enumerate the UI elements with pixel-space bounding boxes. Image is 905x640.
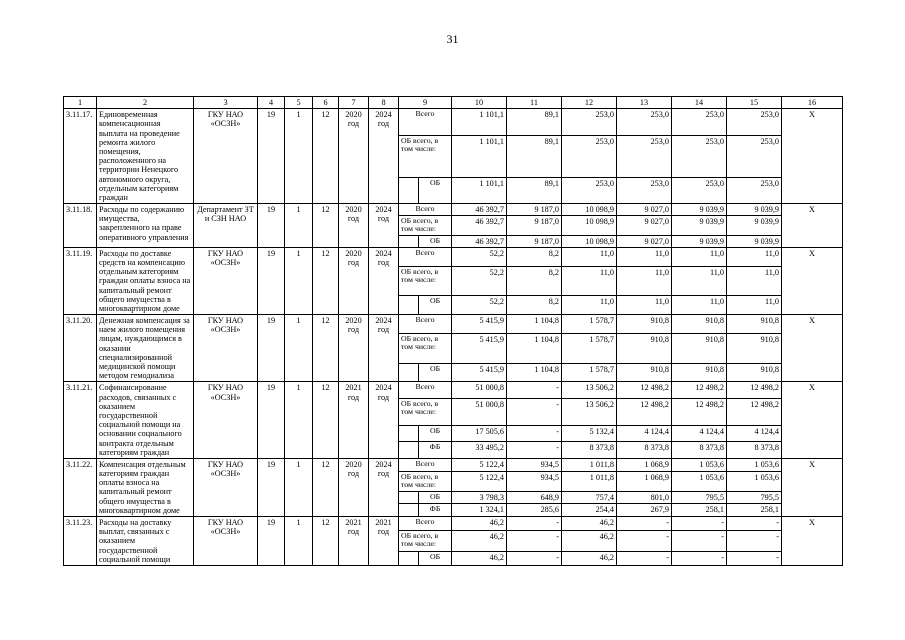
- amount-cell: 1 011,8: [562, 458, 617, 471]
- cell-col4: 19: [258, 204, 285, 248]
- amount-cell: 52,2: [452, 296, 507, 315]
- amount-cell: 9 187,0: [507, 204, 562, 216]
- blank-cell: [399, 235, 419, 247]
- amount-cell: 253,0: [562, 109, 617, 135]
- item-name: Расходы по содержанию имущества, закрепленного на праве оперативного управления: [97, 204, 194, 248]
- amount-cell: -: [617, 517, 672, 531]
- amount-cell: 253,0: [672, 109, 727, 135]
- col16-mark: X: [782, 315, 843, 382]
- amount-cell: 1 578,7: [562, 315, 617, 334]
- amount-cell: 648,9: [507, 491, 562, 504]
- amount-cell: 11,0: [727, 247, 782, 266]
- amount-cell: 46,2: [452, 517, 507, 531]
- amount-cell: -: [617, 552, 672, 566]
- amount-cell: -: [507, 442, 562, 459]
- amount-cell: 258,1: [727, 504, 782, 517]
- blank-cell: [399, 504, 419, 517]
- amount-cell: 89,1: [507, 177, 562, 203]
- amount-cell: 12 498,2: [672, 399, 727, 425]
- item-name: Денежная компенсация за наем жилого помещения лицам, нуждающимся в оказании специализированной медицинской помощи методом гемодиализа: [97, 315, 194, 382]
- amount-cell: 5 122,4: [452, 471, 507, 491]
- end-year: 2024 год: [369, 458, 399, 516]
- ob-total-label: ОБ всего, в том числе:: [399, 216, 452, 235]
- item-name: Компенсация отдельным категориям граждан оплаты взноса на капитальный ремонт общего имущества в многоквартирном доме: [97, 458, 194, 516]
- amount-cell: -: [507, 530, 562, 552]
- amount-cell: 8,2: [507, 247, 562, 266]
- amount-cell: 10 098,9: [562, 204, 617, 216]
- amount-cell: 9 039,9: [672, 204, 727, 216]
- amount-cell: 4 124,4: [727, 425, 782, 442]
- column-header: 14: [672, 97, 727, 109]
- amount-cell: 11,0: [617, 296, 672, 315]
- item-number: 3.11.20.: [64, 315, 97, 382]
- budget-table: [63, 96, 843, 566]
- start-year: 2020 год: [339, 315, 369, 382]
- amount-cell: 9 187,0: [507, 235, 562, 247]
- amount-cell: 9 027,0: [617, 216, 672, 235]
- table-row: [64, 247, 843, 266]
- table-row: [64, 517, 843, 531]
- blank-cell: [399, 177, 419, 203]
- amount-cell: 1 101,1: [452, 177, 507, 203]
- amount-cell: 5 132,4: [562, 425, 617, 442]
- total-label: Всего: [399, 204, 452, 216]
- amount-cell: 10 098,9: [562, 216, 617, 235]
- amount-cell: 9 039,9: [727, 235, 782, 247]
- amount-cell: -: [617, 530, 672, 552]
- cell-col4: 19: [258, 247, 285, 314]
- amount-cell: 46,2: [562, 552, 617, 566]
- column-header: 3: [194, 97, 258, 109]
- amount-cell: 1 101,1: [452, 109, 507, 135]
- ob-total-label: ОБ всего, в том числе:: [399, 399, 452, 425]
- amount-cell: 757,4: [562, 491, 617, 504]
- amount-cell: 51 000,8: [452, 382, 507, 399]
- ob-total-label: ОБ всего, в том числе:: [399, 333, 452, 363]
- cell-col6: 12: [313, 458, 339, 516]
- col16-mark: X: [782, 109, 843, 204]
- item-name: Расходы на доставку выплат, связанных с оказанием государственной социальной помощи: [97, 517, 194, 566]
- amount-cell: 1 578,7: [562, 333, 617, 363]
- start-year: 2020 год: [339, 458, 369, 516]
- column-header: 10: [452, 97, 507, 109]
- amount-cell: 10 098,9: [562, 235, 617, 247]
- table-row: [64, 315, 843, 334]
- blank-cell: [399, 442, 419, 459]
- amount-cell: 910,8: [617, 363, 672, 382]
- table-row: [64, 382, 843, 399]
- cell-col5: 1: [285, 458, 313, 516]
- amount-cell: 52,2: [452, 247, 507, 266]
- amount-cell: 1 104,8: [507, 363, 562, 382]
- cell-col6: 12: [313, 247, 339, 314]
- amount-cell: 11,0: [562, 247, 617, 266]
- amount-cell: 253,0: [617, 109, 672, 135]
- executor: Департамент ЗТ и СЗН НАО: [194, 204, 258, 248]
- column-header: 12: [562, 97, 617, 109]
- amount-cell: 11,0: [727, 296, 782, 315]
- item-number: 3.11.23.: [64, 517, 97, 566]
- amount-cell: 13 506,2: [562, 399, 617, 425]
- start-year: 2021 год: [339, 382, 369, 459]
- cell-col5: 1: [285, 247, 313, 314]
- amount-cell: 1 104,8: [507, 315, 562, 334]
- cell-col4: 19: [258, 517, 285, 566]
- end-year: 2024 год: [369, 247, 399, 314]
- blank-cell: [399, 296, 419, 315]
- amount-cell: -: [672, 517, 727, 531]
- amount-cell: 4 124,4: [617, 425, 672, 442]
- amount-cell: 9 039,9: [672, 235, 727, 247]
- item-number: 3.11.17.: [64, 109, 97, 204]
- ob-total-label: ОБ всего, в том числе:: [399, 530, 452, 552]
- column-header: 11: [507, 97, 562, 109]
- amount-cell: 46,2: [452, 552, 507, 566]
- amount-cell: 910,8: [617, 333, 672, 363]
- amount-cell: 795,5: [727, 491, 782, 504]
- column-header: 7: [339, 97, 369, 109]
- executor: ГКУ НАО «ОСЗН»: [194, 517, 258, 566]
- item-number: 3.11.19.: [64, 247, 97, 314]
- amount-cell: 13 506,2: [562, 382, 617, 399]
- cell-col6: 12: [313, 315, 339, 382]
- total-label: Всего: [399, 247, 452, 266]
- column-header: 5: [285, 97, 313, 109]
- cell-col4: 19: [258, 382, 285, 459]
- blank-cell: [399, 363, 419, 382]
- amount-cell: 8 373,8: [617, 442, 672, 459]
- amount-cell: 46,2: [562, 517, 617, 531]
- column-header: 4: [258, 97, 285, 109]
- amount-cell: 1 578,7: [562, 363, 617, 382]
- item-name: Единовременная компенсационная выплата на проведение ремонта жилого помещения, расположенного на территории Ненецкого автономного округа, отдельным категориям граждан: [97, 109, 194, 204]
- amount-cell: 8,2: [507, 296, 562, 315]
- amount-cell: 254,4: [562, 504, 617, 517]
- amount-cell: 1 101,1: [452, 135, 507, 177]
- amount-cell: 9 039,9: [672, 216, 727, 235]
- blank-cell: [399, 552, 419, 566]
- amount-cell: 253,0: [617, 177, 672, 203]
- column-header: 15: [727, 97, 782, 109]
- amount-cell: 5 415,9: [452, 363, 507, 382]
- ob-total-label: ОБ всего, в том числе:: [399, 266, 452, 296]
- column-header: 8: [369, 97, 399, 109]
- start-year: 2020 год: [339, 109, 369, 204]
- amount-cell: 910,8: [727, 363, 782, 382]
- cell-col6: 12: [313, 382, 339, 459]
- amount-cell: 285,6: [507, 504, 562, 517]
- source-label: ОБ: [419, 177, 452, 203]
- source-label: ФБ: [419, 442, 452, 459]
- header-row: [64, 97, 843, 109]
- amount-cell: 934,5: [507, 471, 562, 491]
- source-label: ОБ: [419, 425, 452, 442]
- amount-cell: 9 027,0: [617, 204, 672, 216]
- column-header: 6: [313, 97, 339, 109]
- amount-cell: -: [507, 382, 562, 399]
- amount-cell: 46,2: [562, 530, 617, 552]
- amount-cell: 5 415,9: [452, 333, 507, 363]
- cell-col5: 1: [285, 517, 313, 566]
- amount-cell: 4 124,4: [672, 425, 727, 442]
- amount-cell: 253,0: [672, 135, 727, 177]
- amount-cell: -: [507, 552, 562, 566]
- end-year: 2021 год: [369, 517, 399, 566]
- amount-cell: -: [507, 517, 562, 531]
- amount-cell: 1 053,6: [672, 458, 727, 471]
- amount-cell: 1 053,6: [672, 471, 727, 491]
- amount-cell: -: [672, 530, 727, 552]
- cell-col6: 12: [313, 204, 339, 248]
- col16-mark: X: [782, 517, 843, 566]
- amount-cell: 89,1: [507, 109, 562, 135]
- source-label: ОБ: [419, 363, 452, 382]
- amount-cell: 8 373,8: [672, 442, 727, 459]
- total-label: Всего: [399, 315, 452, 334]
- end-year: 2024 год: [369, 382, 399, 459]
- item-number: 3.11.21.: [64, 382, 97, 459]
- amount-cell: -: [672, 552, 727, 566]
- page-number: 31: [446, 32, 459, 46]
- source-label: ОБ: [419, 491, 452, 504]
- amount-cell: 12 498,2: [617, 399, 672, 425]
- end-year: 2024 год: [369, 315, 399, 382]
- table-row: [64, 458, 843, 471]
- amount-cell: 12 498,2: [727, 399, 782, 425]
- amount-cell: 12 498,2: [727, 382, 782, 399]
- column-header: 1: [64, 97, 97, 109]
- amount-cell: 46 392,7: [452, 216, 507, 235]
- start-year: 2021 год: [339, 517, 369, 566]
- blank-cell: [399, 425, 419, 442]
- amount-cell: 12 498,2: [672, 382, 727, 399]
- amount-cell: 52,2: [452, 266, 507, 296]
- amount-cell: 1 011,8: [562, 471, 617, 491]
- amount-cell: 801,0: [617, 491, 672, 504]
- item-name: Расходы по доставке средств на компенсацию отдельным категориям граждан оплаты взноса на капитальный ремонт общего имущества в многоквартирном доме: [97, 247, 194, 314]
- amount-cell: 1 053,6: [727, 458, 782, 471]
- amount-cell: 51 000,8: [452, 399, 507, 425]
- amount-cell: 8,2: [507, 266, 562, 296]
- amount-cell: 89,1: [507, 135, 562, 177]
- amount-cell: 8 373,8: [562, 442, 617, 459]
- amount-cell: 8 373,8: [727, 442, 782, 459]
- amount-cell: 910,8: [672, 363, 727, 382]
- amount-cell: 11,0: [617, 247, 672, 266]
- cell-col4: 19: [258, 315, 285, 382]
- amount-cell: 11,0: [617, 266, 672, 296]
- col16-mark: X: [782, 204, 843, 248]
- amount-cell: 33 495,2: [452, 442, 507, 459]
- amount-cell: 795,5: [672, 491, 727, 504]
- source-label: ОБ: [419, 235, 452, 247]
- amount-cell: -: [727, 517, 782, 531]
- table-body: [64, 97, 843, 566]
- end-year: 2024 год: [369, 109, 399, 204]
- column-header: 13: [617, 97, 672, 109]
- cell-col5: 1: [285, 382, 313, 459]
- amount-cell: 9 027,0: [617, 235, 672, 247]
- col16-mark: X: [782, 247, 843, 314]
- end-year: 2024 год: [369, 204, 399, 248]
- amount-cell: 910,8: [672, 333, 727, 363]
- total-label: Всего: [399, 517, 452, 531]
- amount-cell: 5 415,9: [452, 315, 507, 334]
- table-row: [64, 204, 843, 216]
- amount-cell: 910,8: [727, 315, 782, 334]
- total-label: Всего: [399, 458, 452, 471]
- executor: ГКУ НАО «ОСЗН»: [194, 458, 258, 516]
- cell-col5: 1: [285, 109, 313, 204]
- amount-cell: 11,0: [672, 266, 727, 296]
- amount-cell: 11,0: [672, 247, 727, 266]
- amount-cell: 910,8: [672, 315, 727, 334]
- col16-mark: X: [782, 382, 843, 459]
- table-row: [64, 109, 843, 135]
- amount-cell: 1 068,9: [617, 458, 672, 471]
- item-name: Софинансирование расходов, связанных с оказанием государственной социальной помощи на основании социального контракта отдельным категориям граждан: [97, 382, 194, 459]
- amount-cell: 1 068,9: [617, 471, 672, 491]
- amount-cell: 11,0: [672, 296, 727, 315]
- amount-cell: 253,0: [727, 177, 782, 203]
- amount-cell: 253,0: [727, 135, 782, 177]
- amount-cell: 1 324,1: [452, 504, 507, 517]
- amount-cell: 5 122,4: [452, 458, 507, 471]
- amount-cell: 11,0: [562, 266, 617, 296]
- column-header: 9: [399, 97, 452, 109]
- amount-cell: 12 498,2: [617, 382, 672, 399]
- source-label: ОБ: [419, 296, 452, 315]
- amount-cell: 9 187,0: [507, 216, 562, 235]
- amount-cell: 1 104,8: [507, 333, 562, 363]
- column-header: 16: [782, 97, 843, 109]
- amount-cell: 9 039,9: [727, 216, 782, 235]
- cell-col5: 1: [285, 315, 313, 382]
- amount-cell: 3 798,3: [452, 491, 507, 504]
- amount-cell: 17 505,6: [452, 425, 507, 442]
- start-year: 2020 год: [339, 204, 369, 248]
- amount-cell: 11,0: [562, 296, 617, 315]
- executor: ГКУ НАО «ОСЗН»: [194, 247, 258, 314]
- source-label: ОБ: [419, 552, 452, 566]
- ob-total-label: ОБ всего, в том числе:: [399, 471, 452, 491]
- amount-cell: 253,0: [727, 109, 782, 135]
- amount-cell: 258,1: [672, 504, 727, 517]
- ob-total-label: ОБ всего, в том числе:: [399, 135, 452, 177]
- amount-cell: -: [507, 425, 562, 442]
- cell-col6: 12: [313, 109, 339, 204]
- amount-cell: -: [727, 530, 782, 552]
- executor: ГКУ НАО «ОСЗН»: [194, 382, 258, 459]
- amount-cell: 253,0: [562, 135, 617, 177]
- cell-col6: 12: [313, 517, 339, 566]
- total-label: Всего: [399, 109, 452, 135]
- source-label: ФБ: [419, 504, 452, 517]
- column-header: 2: [97, 97, 194, 109]
- cell-col4: 19: [258, 458, 285, 516]
- item-number: 3.11.22.: [64, 458, 97, 516]
- amount-cell: 910,8: [727, 333, 782, 363]
- start-year: 2020 год: [339, 247, 369, 314]
- amount-cell: 9 039,9: [727, 204, 782, 216]
- amount-cell: 253,0: [562, 177, 617, 203]
- item-number: 3.11.18.: [64, 204, 97, 248]
- amount-cell: 46 392,7: [452, 204, 507, 216]
- amount-cell: -: [727, 552, 782, 566]
- cell-col4: 19: [258, 109, 285, 204]
- amount-cell: 253,0: [617, 135, 672, 177]
- cell-col5: 1: [285, 204, 313, 248]
- col16-mark: X: [782, 458, 843, 516]
- amount-cell: 253,0: [672, 177, 727, 203]
- executor: ГКУ НАО «ОСЗН»: [194, 315, 258, 382]
- blank-cell: [399, 491, 419, 504]
- amount-cell: 910,8: [617, 315, 672, 334]
- amount-cell: 934,5: [507, 458, 562, 471]
- executor: ГКУ НАО «ОСЗН»: [194, 109, 258, 204]
- amount-cell: -: [507, 399, 562, 425]
- amount-cell: 46,2: [452, 530, 507, 552]
- amount-cell: 46 392,7: [452, 235, 507, 247]
- amount-cell: 1 053,6: [727, 471, 782, 491]
- total-label: Всего: [399, 382, 452, 399]
- amount-cell: 267,9: [617, 504, 672, 517]
- amount-cell: 11,0: [727, 266, 782, 296]
